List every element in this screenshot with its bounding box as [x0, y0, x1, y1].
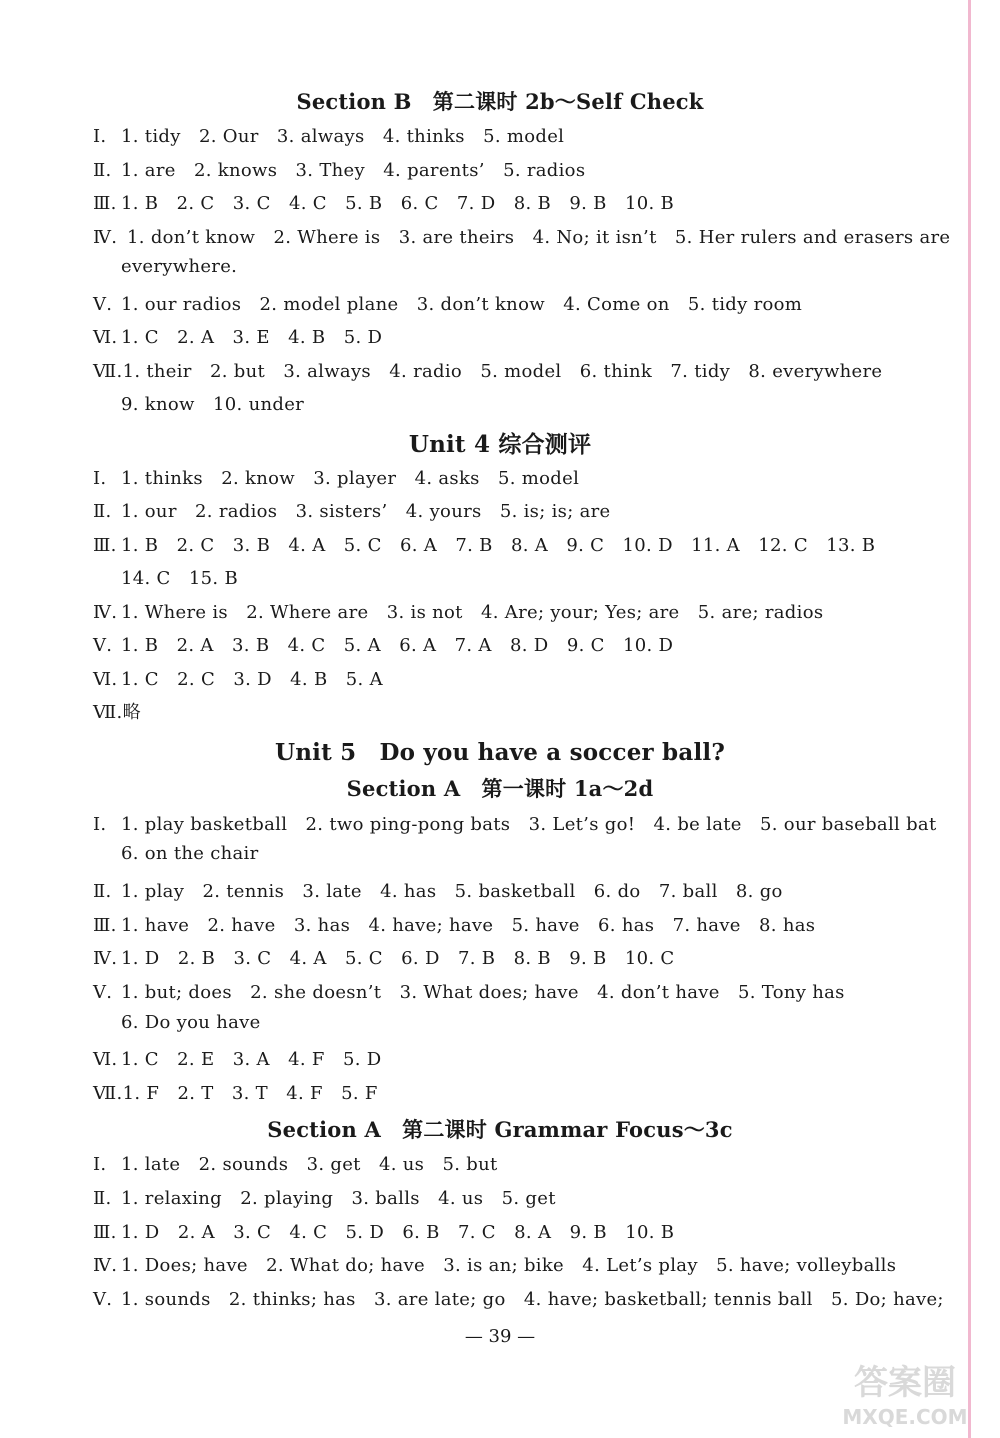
- answer-line: Ⅲ. 1. D 2. A 3. C 4. C 5. D 6. B 7. C 8. A 9. B 10. B: [93, 1222, 675, 1243]
- section-heading: Section A 第二课时 Grammar Focus～3c: [267, 1117, 733, 1142]
- watermark-title: 答案圈: [854, 1363, 956, 1403]
- answer-line: Ⅲ. 1. have 2. have 3. has 4. have; have 5. have 6. has 7. have 8. has: [93, 915, 816, 936]
- watermark-domain: MXQE.COM: [842, 1405, 968, 1429]
- answer-line-continued: 14. C 15. B: [121, 568, 238, 589]
- page-number: — 39 —: [464, 1326, 536, 1347]
- answer-line: Ⅴ. 1. B 2. A 3. B 4. C 5. A 6. A 7. A 8. D 9. C 10. D: [93, 635, 674, 656]
- section-heading: Section B 第二课时 2b～Self Check: [296, 89, 704, 114]
- answer-line: Ⅶ.1. F 2. T 3. T 4. F 5. F: [93, 1083, 378, 1104]
- answer-line: Ⅲ. 1. B 2. C 3. C 4. C 5. B 6. C 7. D 8. B 9. B 10. B: [93, 193, 675, 214]
- watermark-logo: [830, 1352, 980, 1432]
- answer-line: Ⅶ.1. their 2. but 3. always 4. radio 5. model 6. think 7. tidy 8. everywhere: [93, 361, 883, 382]
- answer-line-continued: 6. on the chair: [121, 843, 259, 864]
- answer-line: Ⅵ. 1. C 2. C 3. D 4. B 5. A: [93, 669, 383, 690]
- answer-line: Ⅳ. 1. D 2. B 3. C 4. A 5. C 6. D 7. B 8. B 9. B 10. C: [93, 948, 675, 969]
- unit-heading: Unit 5 Do you have a soccer ball?: [274, 739, 725, 766]
- answer-line: Ⅵ. 1. C 2. A 3. E 4. B 5. D: [93, 327, 383, 348]
- answer-line: Ⅵ. 1. C 2. E 3. A 4. F 5. D: [93, 1049, 382, 1070]
- answer-line: Ⅲ. 1. B 2. C 3. B 4. A 5. C 6. A 7. B 8. A 9. C 10. D 11. A 12. C 13. B: [93, 535, 876, 556]
- section-heading: Section A 第一课时 1a～2d: [346, 776, 654, 801]
- answer-line: Ⅱ. 1. relaxing 2. playing 3. balls 4. us 5. get: [93, 1188, 556, 1209]
- answer-line: Ⅴ. 1. our radios 2. model plane 3. don’t know 4. Come on 5. tidy room: [93, 294, 803, 315]
- answer-line: Ⅳ. 1. Where is 2. Where are 3. is not 4. Are; your; Yes; are 5. are; radios: [93, 602, 824, 623]
- answer-line-continued: 6. Do you have: [121, 1012, 261, 1033]
- answer-line: Ⅳ. 1. don’t know 2. Where is 3. are theirs 4. No; it isn’t 5. Her rulers and erasers are: [93, 227, 951, 248]
- answer-line: Ⅰ. 1. tidy 2. Our 3. always 4. thinks 5. model: [93, 126, 565, 147]
- answer-line: Ⅰ. 1. play basketball 2. two ping-pong bats 3. Let’s go! 4. be late 5. our baseball bat: [93, 814, 937, 835]
- unit-heading: Unit 4 综合测评: [408, 431, 592, 458]
- answer-line: Ⅳ. 1. Does; have 2. What do; have 3. is an; bike 4. Let’s play 5. have; volleyballs: [93, 1255, 897, 1276]
- answer-line: Ⅰ. 1. thinks 2. know 3. player 4. asks 5. model: [93, 468, 580, 489]
- answer-line: Ⅱ. 1. play 2. tennis 3. late 4. has 5. basketball 6. do 7. ball 8. go: [93, 881, 783, 902]
- answer-line: Ⅴ. 1. sounds 2. thinks; has 3. are late; go 4. have; basketball; tennis ball 5. Do; have;: [93, 1289, 944, 1310]
- answer-line: Ⅰ. 1. late 2. sounds 3. get 4. us 5. but: [93, 1154, 498, 1175]
- answer-line: Ⅱ. 1. are 2. knows 3. They 4. parents’ 5. radios: [93, 160, 586, 181]
- answer-line: Ⅶ.略: [93, 702, 141, 723]
- answer-line-continued: everywhere.: [121, 256, 238, 277]
- answer-line: Ⅱ. 1. our 2. radios 3. sisters’ 4. yours 5. is; is; are: [93, 501, 611, 522]
- answer-line: Ⅴ. 1. but; does 2. she doesn’t 3. What does; have 4. don’t have 5. Tony has: [93, 982, 845, 1003]
- answer-line-continued: 9. know 10. under: [121, 394, 305, 415]
